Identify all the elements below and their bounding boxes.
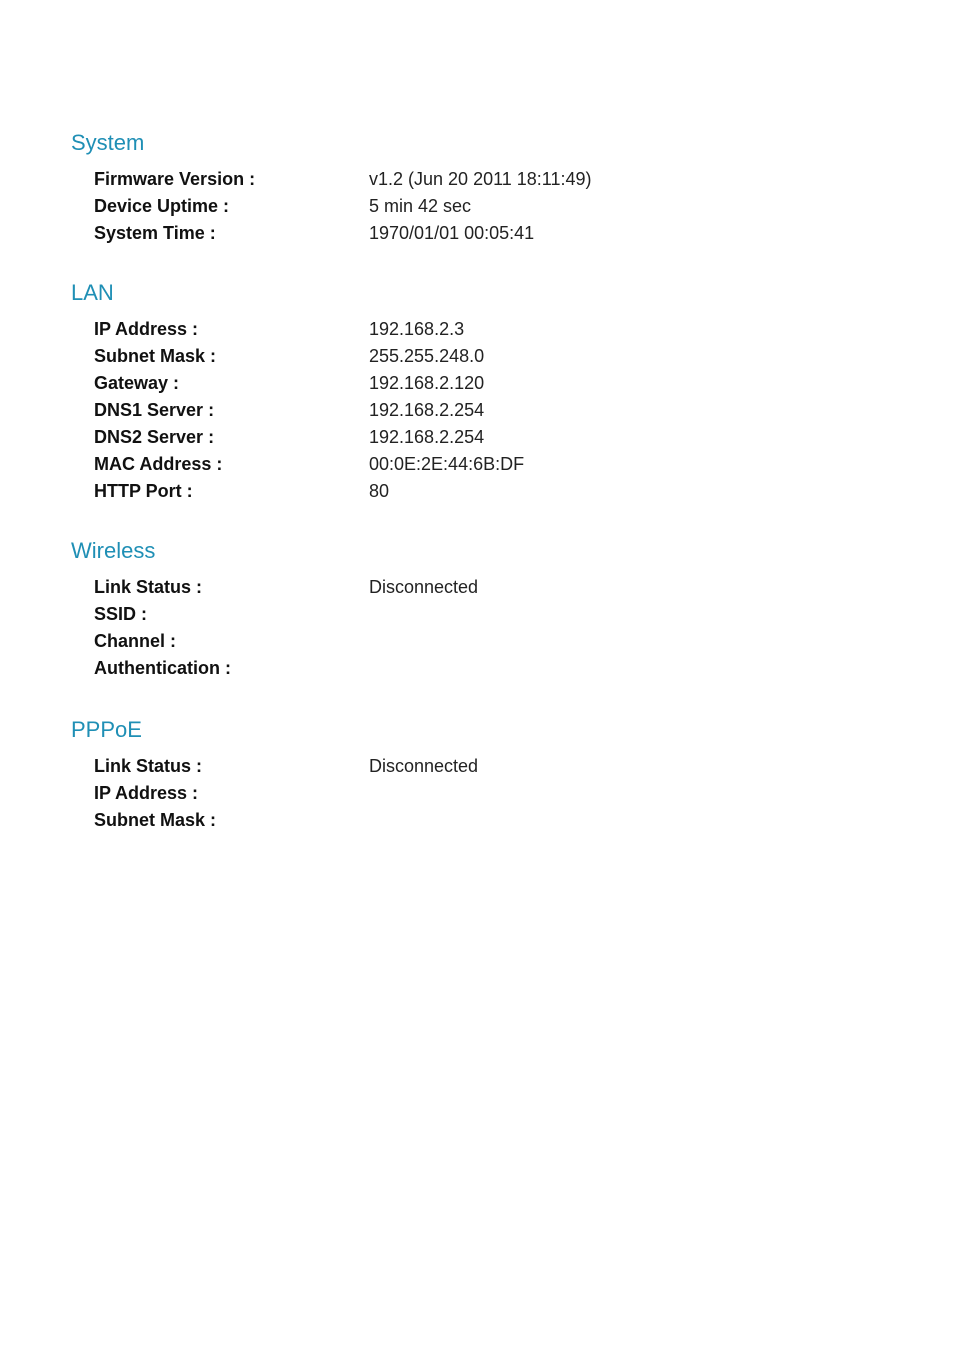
row-value: Disconnected [369,577,479,597]
row-value: 192.168.2.254 [369,427,485,447]
pppoe-section-title: PPPoE [71,717,142,742]
info-row-dns2-server [71,424,771,451]
info-row-link-status [71,753,771,780]
lan-section [71,280,771,505]
row-value: 192.168.2.120 [369,373,485,393]
info-row-mac-address [71,451,771,478]
row-label: Channel : [94,631,177,651]
row-value: Disconnected [369,756,479,776]
info-row-gateway [71,370,771,397]
row-label: System Time : [94,223,216,243]
row-label: Authentication : [94,658,231,678]
row-label: HTTP Port : [94,481,193,501]
row-value: 00:0E:2E:44:6B:DF [369,454,525,474]
pppoe-section [71,717,771,834]
info-row-ip-address [71,780,771,807]
row-value: 80 [369,481,390,501]
system-section [71,130,771,247]
row-label: Gateway : [94,373,180,393]
row-label: Link Status : [94,756,203,776]
info-row-subnet-mask [71,343,771,370]
info-row-authentication [71,655,771,682]
info-row-device-uptime [71,193,771,220]
row-label: DNS2 Server : [94,427,215,447]
info-row-http-port [71,478,771,505]
row-label: Subnet Mask : [94,810,217,830]
row-label: IP Address : [94,783,199,803]
row-label: Link Status : [94,577,203,597]
row-label: MAC Address : [94,454,223,474]
row-value: 255.255.248.0 [369,346,485,366]
info-row-subnet-mask [71,807,771,834]
system-section-title: System [71,130,145,155]
info-row-system-time [71,220,771,247]
row-label: SSID : [94,604,148,624]
row-label: DNS1 Server : [94,400,215,420]
info-row-dns1-server [71,397,771,424]
row-label: Firmware Version : [94,169,256,189]
info-row-firmware-version [71,166,771,193]
info-row-channel [71,628,771,655]
row-value: 192.168.2.254 [369,400,485,420]
lan-section-title: LAN [71,280,114,305]
info-row-ssid [71,601,771,628]
row-value: 192.168.2.3 [369,319,465,339]
info-row-link-status [71,574,771,601]
row-label: IP Address : [94,319,199,339]
wireless-section-title: Wireless [71,538,156,563]
row-value: v1.2 (Jun 20 2011 18:11:49) [369,169,592,189]
row-label: Device Uptime : [94,196,230,216]
row-label: Subnet Mask : [94,346,217,366]
row-value: 1970/01/01 00:05:41 [369,223,535,243]
info-row-ip-address [71,316,771,343]
row-value: 5 min 42 sec [369,196,472,216]
wireless-section [71,538,771,682]
